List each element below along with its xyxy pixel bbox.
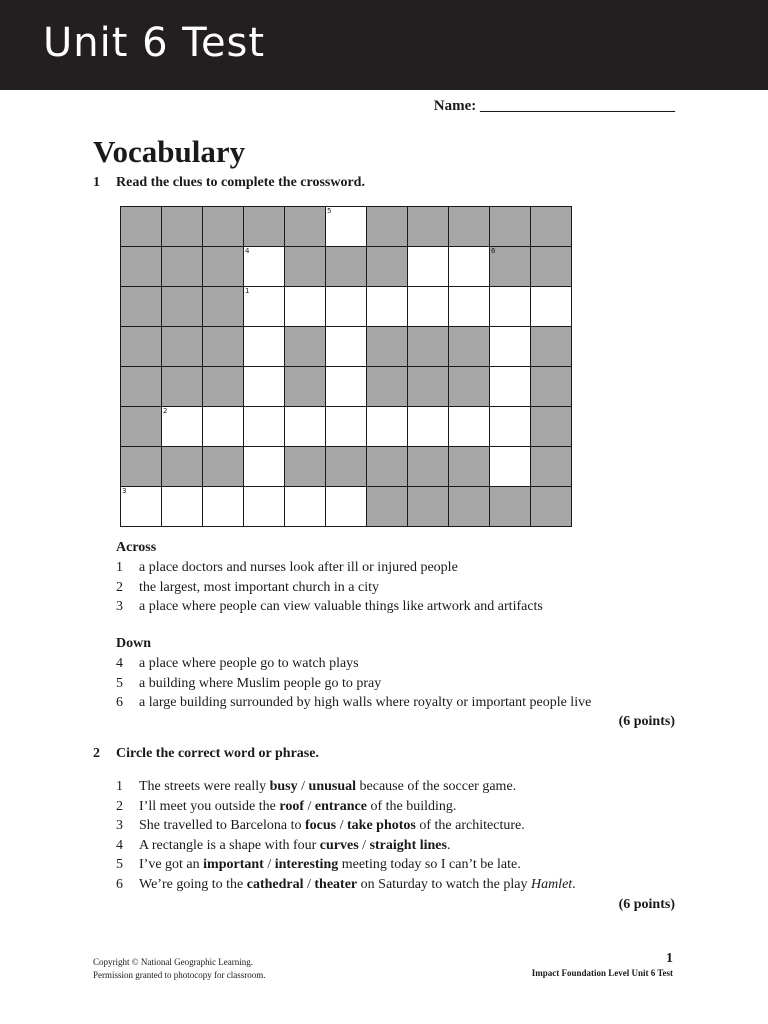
across-heading: Across — [116, 540, 157, 555]
across-clues — [116, 538, 543, 617]
sentence-item — [116, 816, 576, 836]
crossword-row — [121, 287, 572, 327]
choice-option-b[interactable]: take photos — [347, 818, 416, 833]
question-1-heading — [93, 175, 365, 191]
choice-option-a[interactable]: focus — [305, 818, 337, 833]
choice-option-a[interactable]: busy — [269, 779, 298, 794]
choice-separator: / — [336, 818, 348, 833]
page-title: Unit 6 Test — [43, 20, 266, 66]
crossword-cell[interactable] — [490, 447, 531, 487]
clue-text: a large building surrounded by high walls where royalty or important people live — [139, 695, 592, 710]
crossword-block — [367, 367, 408, 407]
sentence-text: meeting today so I can’t be late. — [338, 857, 521, 872]
choice-option-b[interactable]: interesting — [274, 857, 339, 872]
crossword-cell[interactable] — [285, 407, 326, 447]
clue-item — [116, 674, 591, 694]
choice-option-a[interactable]: cathedral — [246, 876, 304, 892]
crossword-block — [531, 367, 572, 407]
choice-option-b[interactable]: straight lines — [369, 837, 447, 853]
crossword-block — [326, 447, 367, 487]
crossword-cell[interactable] — [244, 407, 285, 447]
crossword-block — [121, 207, 162, 247]
footer-copyright — [93, 956, 265, 982]
clue-text: a place doctors and nurses look after ill or injured people — [139, 560, 458, 575]
crossword-block — [121, 327, 162, 367]
clue-text: the largest, most important church in a city — [139, 579, 380, 595]
choice-option-a[interactable]: curves — [319, 837, 359, 853]
sentence-text: . — [572, 876, 576, 892]
name-field[interactable]: Name: __________________________ — [433, 98, 675, 114]
crossword-block — [162, 287, 203, 327]
crossword-block — [367, 487, 408, 527]
crossword-block — [121, 247, 162, 287]
clue-text: a place where people go to watch plays — [139, 656, 359, 671]
sentence-item — [116, 855, 576, 875]
crossword-cell[interactable] — [244, 327, 285, 367]
crossword-block — [531, 327, 572, 367]
crossword-block — [449, 487, 490, 527]
crossword-block — [121, 287, 162, 327]
sentence-text: We’re going to the — [139, 876, 247, 892]
crossword-cell[interactable] — [449, 287, 490, 327]
crossword-block — [203, 247, 244, 287]
crossword-block — [285, 207, 326, 247]
section-title: Vocabulary — [93, 134, 246, 169]
play-title: Hamlet — [530, 876, 573, 892]
crossword-cell[interactable] — [490, 287, 531, 327]
crossword-cell[interactable] — [367, 407, 408, 447]
crossword-block — [490, 247, 531, 287]
crossword-cell[interactable] — [326, 487, 367, 527]
crossword-block — [203, 447, 244, 487]
crossword-cell[interactable] — [203, 407, 244, 447]
choice-option-b[interactable]: entrance — [314, 798, 367, 814]
crossword-cell[interactable] — [244, 487, 285, 527]
crossword-block — [285, 327, 326, 367]
crossword-block — [285, 367, 326, 407]
crossword-block — [408, 367, 449, 407]
crossword-block — [449, 327, 490, 367]
down-heading: Down — [116, 636, 152, 651]
clue-number: 3 — [122, 487, 127, 495]
crossword-block — [285, 247, 326, 287]
clue-text: a building where Muslim people go to pray — [139, 675, 382, 691]
choice-separator: / — [303, 798, 315, 814]
crossword-block — [531, 447, 572, 487]
crossword-block — [203, 287, 244, 327]
crossword-cell[interactable] — [326, 207, 367, 247]
choice-separator: / — [297, 779, 309, 794]
crossword-block — [408, 327, 449, 367]
crossword-row — [121, 207, 572, 247]
crossword-block — [367, 247, 408, 287]
choice-separator: / — [303, 876, 315, 892]
question-number: 2 — [93, 746, 100, 761]
item-number: 5 — [116, 857, 123, 872]
question-instruction: Read the clues to complete the crossword. — [116, 175, 365, 190]
crossword-cell[interactable] — [203, 487, 244, 527]
clue-item — [116, 597, 543, 617]
crossword-block — [490, 487, 531, 527]
crossword-block — [326, 247, 367, 287]
sentence-text: The streets were really — [139, 779, 270, 794]
crossword-cell[interactable] — [531, 287, 572, 327]
crossword-block — [367, 327, 408, 367]
crossword-block — [121, 447, 162, 487]
sentence-text: I’ve got an — [139, 857, 204, 872]
clue-item — [116, 558, 543, 578]
sentence-item — [116, 797, 576, 817]
clue-number: 2 — [163, 407, 168, 415]
page-number: 1 — [666, 951, 673, 966]
crossword-block — [121, 367, 162, 407]
header-bar — [0, 0, 768, 90]
crossword-cell[interactable] — [326, 327, 367, 367]
crossword-row — [121, 327, 572, 367]
clue-number: 4 — [245, 247, 250, 255]
crossword-cell[interactable] — [449, 407, 490, 447]
crossword-block — [449, 447, 490, 487]
crossword-row — [121, 407, 572, 447]
clue-number: 5 — [116, 675, 123, 691]
crossword-row — [121, 447, 572, 487]
q1-points: (6 points) — [618, 714, 675, 729]
crossword-cell[interactable] — [408, 247, 449, 287]
crossword-block — [408, 207, 449, 247]
crossword-cell[interactable] — [490, 327, 531, 367]
choice-separator: / — [263, 857, 275, 872]
clue-item — [116, 578, 543, 598]
crossword-block — [244, 207, 285, 247]
item-number: 4 — [116, 837, 123, 853]
test-name: Impact Foundation Level Unit 6 Test — [531, 968, 673, 978]
item-number: 2 — [116, 798, 123, 814]
clue-number: 6 — [491, 247, 496, 255]
crossword-block — [490, 207, 531, 247]
choice-option-b[interactable]: theater — [314, 876, 358, 892]
clue-number: 1 — [245, 287, 250, 295]
crossword-block — [285, 447, 326, 487]
crossword-block — [162, 447, 203, 487]
clue-number: 3 — [116, 599, 123, 614]
crossword-cell[interactable] — [326, 287, 367, 327]
down-clues — [116, 634, 591, 713]
choice-option-a[interactable]: important — [203, 857, 264, 872]
sentence-text: because of the soccer game. — [356, 779, 517, 794]
question-instruction: Circle the correct word or phrase. — [116, 746, 319, 761]
crossword-row — [121, 367, 572, 407]
copyright-text: Copyright © National Geographic Learning. — [93, 957, 254, 967]
clue-text: a place where people can view valuable things like artwork and artifacts — [139, 599, 543, 614]
sentence-text: I’ll meet you outside the — [139, 798, 280, 814]
crossword-block — [531, 487, 572, 527]
crossword-cell[interactable] — [121, 487, 162, 527]
item-number: 3 — [116, 818, 123, 833]
crossword-cell[interactable] — [244, 247, 285, 287]
sentence-text: of the building. — [366, 798, 457, 814]
crossword-block — [162, 207, 203, 247]
crossword-block — [449, 367, 490, 407]
crossword-block — [449, 207, 490, 247]
crossword-cell[interactable] — [326, 367, 367, 407]
sentence-item — [116, 875, 576, 895]
crossword-block — [203, 367, 244, 407]
question-number: 1 — [93, 175, 100, 190]
crossword-cell[interactable] — [490, 407, 531, 447]
sentence-text: on Saturday to watch the play — [357, 876, 531, 892]
sentence-text: of the architecture. — [415, 818, 525, 833]
crossword-block — [121, 407, 162, 447]
crossword-cell[interactable] — [408, 287, 449, 327]
sentence-item — [116, 836, 576, 856]
crossword-block — [203, 327, 244, 367]
crossword-cell[interactable] — [449, 247, 490, 287]
crossword-row — [121, 247, 572, 287]
crossword-block — [531, 407, 572, 447]
crossword-cell[interactable] — [244, 447, 285, 487]
sentence-text: She travelled to Barcelona to — [139, 818, 305, 833]
clue-number: 2 — [116, 579, 123, 595]
choice-option-b[interactable]: unusual — [308, 779, 357, 794]
permission-text: Permission granted to photocopy for classroom. — [93, 970, 266, 980]
crossword-cell[interactable] — [326, 407, 367, 447]
clue-number: 4 — [116, 656, 123, 671]
clue-number: 5 — [327, 207, 332, 215]
crossword-cell[interactable] — [244, 287, 285, 327]
crossword-row — [121, 487, 572, 527]
crossword-block — [367, 447, 408, 487]
q2-points: (6 points) — [618, 897, 675, 912]
item-number: 1 — [116, 779, 123, 794]
choice-option-a[interactable]: roof — [279, 798, 304, 814]
crossword-grid[interactable] — [120, 206, 572, 527]
crossword-block — [408, 447, 449, 487]
crossword-cell[interactable] — [285, 287, 326, 327]
crossword-cell[interactable] — [162, 407, 203, 447]
sentence-text: A rectangle is a shape with four — [139, 837, 320, 853]
crossword-block — [531, 207, 572, 247]
item-number: 6 — [116, 876, 123, 892]
crossword-block — [162, 247, 203, 287]
crossword-block — [162, 327, 203, 367]
crossword-cell[interactable] — [367, 287, 408, 327]
question-2-heading — [93, 746, 319, 762]
crossword-cell[interactable] — [285, 487, 326, 527]
crossword-cell[interactable] — [490, 367, 531, 407]
crossword-cell[interactable] — [162, 487, 203, 527]
clue-number: 1 — [116, 560, 123, 575]
crossword-block — [531, 247, 572, 287]
choice-separator: / — [358, 837, 370, 853]
clue-item — [116, 654, 591, 674]
crossword-cell[interactable] — [408, 407, 449, 447]
clue-item — [116, 693, 591, 713]
q2-items — [116, 777, 576, 894]
crossword-block — [367, 207, 408, 247]
crossword-cell[interactable] — [244, 367, 285, 407]
sentence-item — [116, 777, 576, 797]
crossword-block — [162, 367, 203, 407]
crossword-block — [408, 487, 449, 527]
clue-number: 6 — [116, 695, 123, 710]
crossword-block — [203, 207, 244, 247]
sentence-text: . — [446, 837, 451, 853]
